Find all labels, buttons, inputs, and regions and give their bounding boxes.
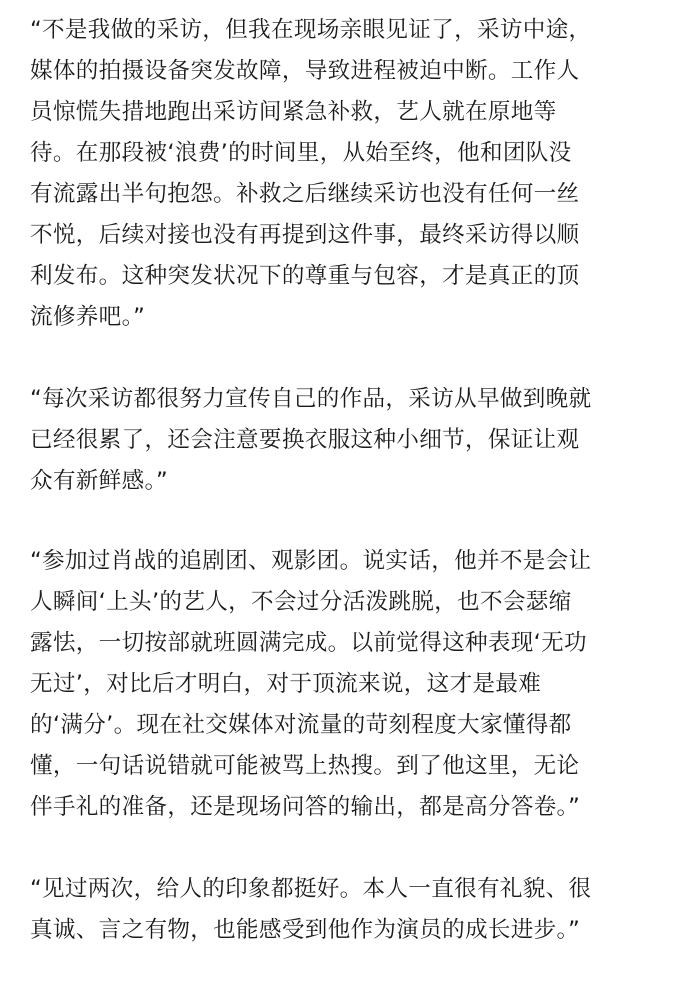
- text-line: 媒体的拍摄设备突发故障，导致进程被迫中断。工作人: [30, 58, 580, 84]
- text-line: 真诚、言之有物，也能感受到他作为演员的成长进步。”: [30, 917, 581, 943]
- text-line: 待。在那段被‘浪费’的时间里，从始至终，他和团队没: [30, 140, 572, 166]
- paragraph: [30, 379, 665, 502]
- text-line: 的‘满分’。现在社交媒体对流量的苛刻程度大家懂得都: [30, 712, 572, 738]
- text-line: 有流露出半句抱怨。补救之后继续采访也没有任何一丝: [30, 181, 580, 207]
- text-line: 伴手礼的准备，还是现场问答的输出，都是高分答卷。”: [30, 794, 581, 820]
- paragraph: [30, 869, 665, 951]
- text-line: “每次采访都很努力宣传自己的作品，采访从早做到晚就: [30, 386, 592, 412]
- paragraph: [30, 10, 665, 338]
- text-line: 众有新鲜感。”: [30, 468, 169, 494]
- text-line: “不是我做的采访，但我在现场亲眼见证了，采访中途，: [30, 17, 592, 43]
- paragraph: [30, 541, 665, 828]
- text-line: 已经很累了，还会注意要换衣服这种小细节，保证让观: [30, 427, 580, 453]
- text-line: “参加过肖战的追剧团、观影团。说实话，他并不是会让: [30, 548, 592, 574]
- text-line: 人瞬间‘上头’的艺人，不会过分活泼跳脱，也不会瑟缩: [30, 589, 572, 615]
- text-line: 无过’，对比后才明白，对于顶流来说，这才是最难: [30, 671, 542, 697]
- text-line: 员惊慌失措地跑出采访间紧急补救，艺人就在原地等: [30, 99, 557, 125]
- text-line: 利发布。这种突发状况下的尊重与包容，才是真正的顶: [30, 263, 580, 289]
- text-line: “见过两次，给人的印象都挺好。本人一直很有礼貌、很: [30, 876, 592, 902]
- article-body: [30, 10, 665, 992]
- text-line: 露怯，一切按部就班圆满完成。以前觉得这种表现‘无功: [30, 630, 587, 656]
- text-line: 懂，一句话说错就可能被骂上热搜。到了他这里，无论: [30, 753, 580, 779]
- text-line: 流修养吧。”: [30, 304, 146, 330]
- text-line: 不悦，后续对接也没有再提到这件事，最终采访得以顺: [30, 222, 580, 248]
